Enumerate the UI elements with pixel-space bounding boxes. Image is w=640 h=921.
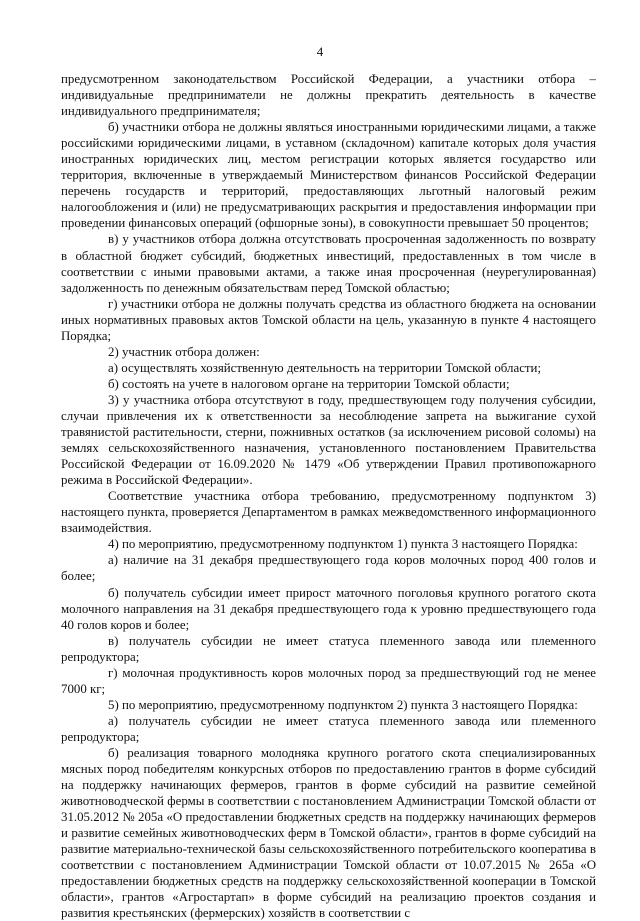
paragraph-item-4b: б) получатель субсидии имеет прирост маточного поголовья крупного рогатого скота молочного направления на 31 декабря предшествующего года к уровню предшествующего года 40 голов коров и более; bbox=[61, 585, 596, 632]
page-number: 4 bbox=[316, 44, 324, 59]
paragraph-item-v-debt: в) у участников отбора должна отсутствовать просроченная задолженность по возврату в областной бюджет субсидий, бюджетных инвестиций, предоставленных в том числе в соответствии с иными правовыми актами, а также иная просроченная (неурегулированная) задолженность по денежным обязательствам перед Томской областью; bbox=[61, 232, 596, 295]
paragraph-item-b-foreign-entities: б) участники отбора не должны являться иностранными юридическими лицами, а также российскими юридическими лицами, в уставном (складочном) капитале которых доля участия иностранных юридических лиц, местом регистрации которых является государство или территория, включенные в утверждаемый Министерством финансов Российской Федерации перечень государств и территорий, предоставляющих льготный налоговый режим налогообложения и (или) не предусматривающих раскрытия и предоставления информации при проведении финансовых операций (офшорные зоны), в совокупности превышает 50 процентов; bbox=[61, 120, 596, 231]
paragraph-item-5a: а) получатель субсидии не имеет статуса племенного завода или племенного репродуктора; bbox=[61, 713, 596, 744]
paragraph-item-2a: а) осуществлять хозяйственную деятельность на территории Томской области; bbox=[108, 360, 542, 375]
paragraph-continuation: предусмотренном законодательством Российской Федерации, а участники отбора – индивидуальные предприниматели не должны прекратить деятельность в качестве индивидуального предпринимателя; bbox=[61, 72, 596, 119]
paragraph-item-g-budget: г) участники отбора не должны получать средства из областного бюджета на основании иных нормативных правовых актов Томской области на цель, указанную в пункте 4 настоящего Порядка; bbox=[61, 296, 596, 343]
paragraph-item-4a: а) наличие на 31 декабря предшествующего года коров молочных пород 400 голов и более; bbox=[61, 553, 596, 584]
paragraph-item-3: 3) у участника отбора отсутствуют в году, предшествующем году получения субсидии, случаи привлечения их к ответственности за несоблюдение запрета на выжигание сухой травянистой растительности, стерни, пожнивных остатков (за исключением рисовой соломы) на землях сельскохозяйственного назначения, установленного постановлением Правительства Российской Федерации от 16.09.2020 № 1479 «Об утверждении Правил противопожарного режима в Российской Федерации». bbox=[61, 392, 596, 488]
paragraph-item-4: 4) по мероприятию, предусмотренному подпунктом 1) пункта 3 настоящего Порядка: bbox=[108, 537, 578, 552]
document-body bbox=[61, 71, 596, 921]
paragraph-item-2b: б) состоять на учете в налоговом органе на территории Томской области; bbox=[108, 376, 510, 391]
paragraph-item-5b: б) реализация товарного молодняка крупного рогатого скота специализированных мясных пород победителям конкурсных отборов по предоставлению грантов в форме субсидий на поддержку начинающих фермеров, грантов в форме субсидий на развитие семейной животноводческой фермы в соответствии с постановлением Администрации Томской области от 31.05.2012 № 205а «О предоставлении бюджетных средств на поддержку начинающих фермеров и развитие семейных животноводческих ферм в Томской области», грантов в форме субсидий на развитие материально-технической базы сельскохозяйственного потребительского кооператива в соответствии с постановлением Администрации Томской области от 10.07.2015 № 265а «О предоставлении бюджетных средств на поддержку сельскохозяйственной кооперации в Томской области», грантов «Агростартап» в форме субсидий на реализацию проектов создания и развития крестьянских (фермерских) хозяйств в соответствии с bbox=[61, 745, 596, 921]
paragraph-compliance: Соответствие участника отбора требованию, предусмотренному подпунктом 3) настоящего пункта, проверяется Департаментом в рамках межведомственного информационного взаимодействия. bbox=[61, 489, 596, 536]
paragraph-item-2: 2) участник отбора должен: bbox=[108, 344, 260, 359]
paragraph-item-4g: г) молочная продуктивность коров молочных пород за предшествующий год не менее 7000 кг; bbox=[61, 665, 596, 696]
paragraph-item-5: 5) по мероприятию, предусмотренному подпунктом 2) пункта 3 настоящего Порядка: bbox=[108, 697, 578, 712]
paragraph-item-4v: в) получатель субсидии не имеет статуса племенного завода или племенного репродуктора; bbox=[61, 633, 596, 664]
